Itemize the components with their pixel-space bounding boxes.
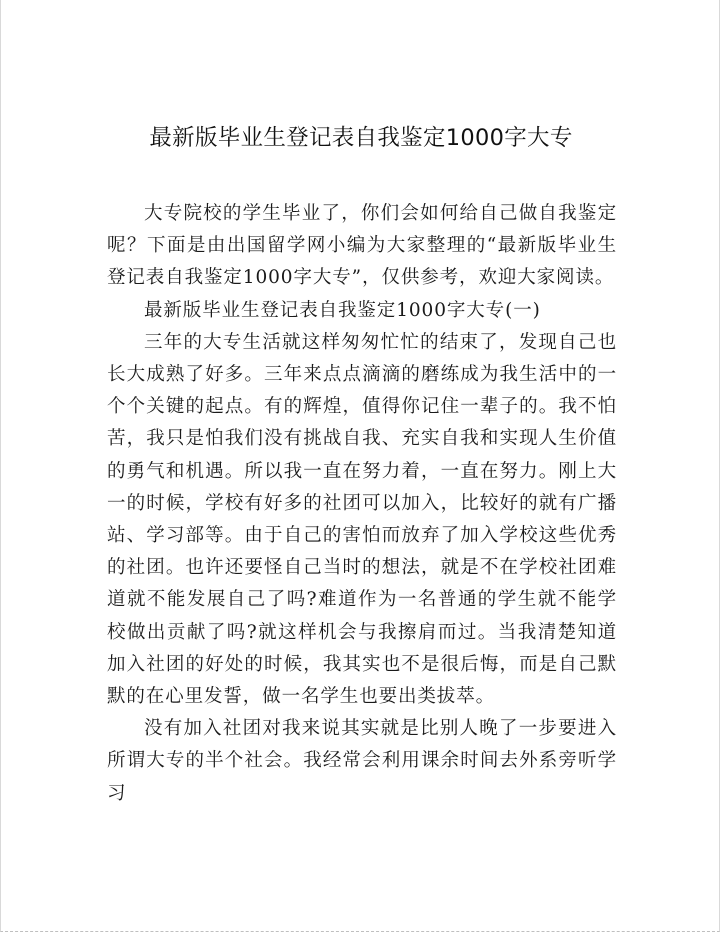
intro-paragraph: 大专院校的学生毕业了，你们会如何给自己做自我鉴定呢？下面是由出国留学网小编为大家整理的“最新版毕业生登记表自我鉴定1000字大专”，仅供参考，欢迎大家阅读。 [107,203,617,289]
body-paragraph: 没有加入社团对我来说其实就是比别人晚了一步要进入所谓大专的半个社会。我经常会利用课余时间去外系旁听学习 [107,718,617,804]
body-paragraph: 三年的大专生活就这样匆匆忙忙的结束了，发现自己也长大成熟了好多。三年来点点滴滴的磨练成为我生活中的一个个关键的起点。有的辉煌，值得你记住一辈子的。我不怕苦，我只是怕我们没有挑战自我、充实自我和实现人生价值的勇气和机遇。所以我一直在努力着，一直在努力。刚上大一的时候，学校有好多的社团可以加入，比较好的就有广播站、学习部等。由于自己的害怕而放弃了加入学校这些优秀的社团。也许还要怪自己当时的想法，就是不在学校社团难道就不能发展自己了吗?难道作为一名普通的学生就不能学校做出贡献了吗?就这样机会与我擦肩而过。当我清楚知道加入社团的好处的时候，我其实也不是很后悔，而是自己默默的在心里发誓，做一名学生也要出类拔萃。 [107,331,617,708]
document-body [107,198,617,810]
section-heading: 最新版毕业生登记表自我鉴定1000字大专(一) [144,299,541,321]
document-title: 最新版毕业生登记表自我鉴定1000字大专 [149,125,573,151]
